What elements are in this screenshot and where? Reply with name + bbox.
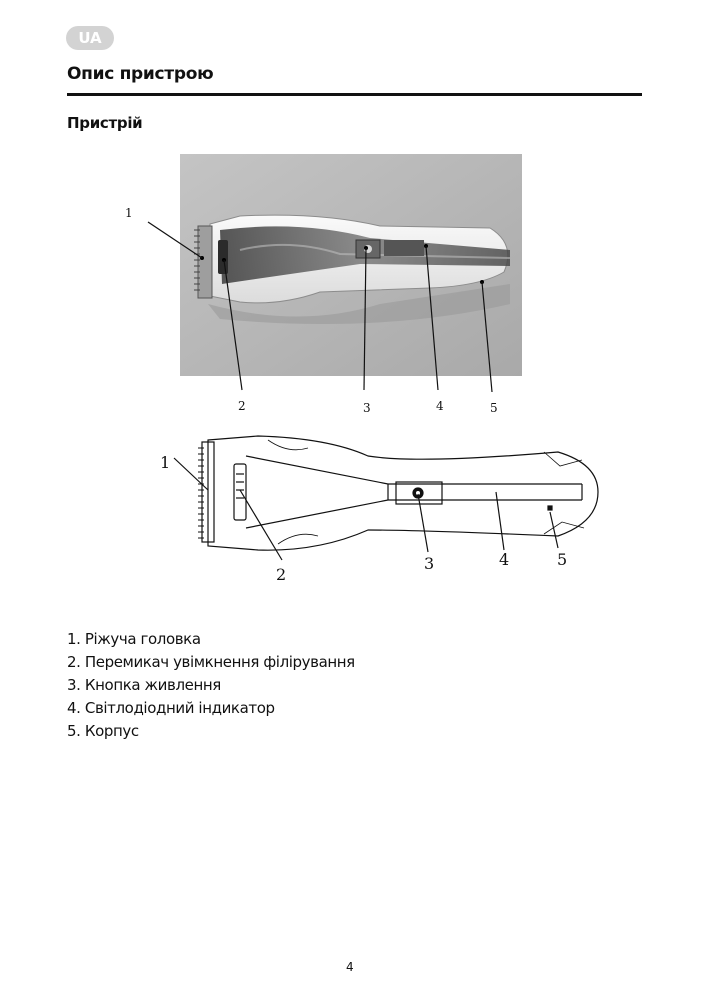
photo-callout-4: 4 <box>436 399 444 413</box>
list-item: 4. Світлодіодний індикатор <box>67 699 275 717</box>
device-line-drawing <box>198 434 608 554</box>
parts-list <box>67 628 355 743</box>
list-item: 5. Корпус <box>67 722 139 740</box>
device-photo <box>180 154 522 376</box>
drawing-callout-4: 4 <box>499 550 510 569</box>
page-number: 4 <box>346 960 354 974</box>
photo-callout-2: 2 <box>238 399 246 413</box>
language-badge: UA <box>66 26 114 50</box>
drawing-callout-2: 2 <box>276 565 287 584</box>
list-item: 3. Кнопка живлення <box>67 676 221 694</box>
list-item: 1. Ріжуча головка <box>67 630 201 648</box>
title-divider <box>67 93 642 96</box>
photo-callout-1: 1 <box>125 206 133 220</box>
photo-callout-5: 5 <box>490 401 498 415</box>
drawing-callout-3: 3 <box>424 554 435 573</box>
page-title: Опис пристрою <box>67 64 214 84</box>
list-item: 2. Перемикач увімкнення філірування <box>67 653 355 671</box>
drawing-callout-1: 1 <box>160 453 171 472</box>
photo-callout-3: 3 <box>363 401 371 415</box>
drawing-callout-5: 5 <box>557 550 568 569</box>
section-title: Пристрій <box>67 114 143 132</box>
